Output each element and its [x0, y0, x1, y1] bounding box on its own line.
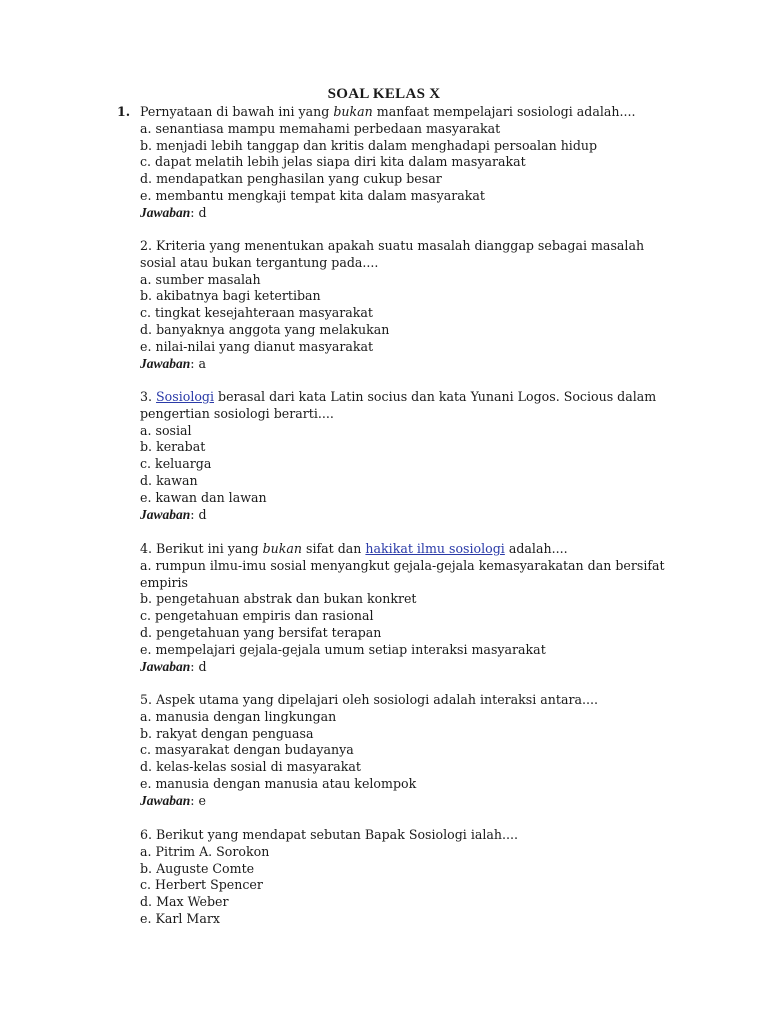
question-5 [140, 692, 670, 810]
hakikat-ilmu-sosiologi-link[interactable]: hakikat ilmu sosiologi [365, 541, 505, 556]
question-6 [140, 827, 670, 928]
q5-stem: 5. Aspek utama yang dipelajari oleh sosiologi adalah interaksi antara.... [140, 692, 599, 707]
q4-option-d: d. pengetahuan yang bersifat terapan [140, 624, 382, 640]
q2-answer [140, 356, 670, 373]
q3-answer-value: : d [190, 506, 207, 522]
q1-option-b: b. menjadi lebih tanggap dan kritis dalam menghadapi persoalan hidup [140, 137, 598, 153]
q4-stem [140, 541, 670, 558]
q2-option-b: b. akibatnya bagi ketertiban [140, 288, 321, 304]
question-4 [140, 541, 670, 675]
q3-option-d: d. kawan [140, 472, 198, 488]
q1-option-a: a. senantiasa mampu memahami perbedaan masyarakat [140, 120, 501, 136]
q1-answer-value: : d [190, 204, 207, 220]
q4-answer [140, 659, 670, 676]
q2-option-a: a. sumber masalah [140, 271, 261, 287]
q3-option-b: b. kerabat [140, 439, 206, 455]
q4-answer-value: : d [190, 658, 207, 674]
q4-option-e: e. mempelajari gejala-gejala umum setiap interaksi masyarakat [140, 641, 546, 657]
q2-answer-label: Jawaban [140, 355, 191, 371]
question-2 [140, 238, 670, 372]
q6-option-b: b. Auguste Comte [140, 860, 255, 876]
q3-option-a: a. sosial [140, 422, 192, 438]
q2-option-e: e. nilai-nilai yang dianut masyarakat [140, 338, 374, 354]
q1-stem-text: Pernyataan di bawah ini yang [140, 104, 334, 119]
q2-option-d: d. banyaknya anggota yang melakukan [140, 321, 390, 337]
q2-answer-value: : a [190, 355, 207, 371]
sosiologi-link[interactable]: Sosiologi [156, 389, 215, 404]
q6-option-e: e. Karl Marx [140, 910, 220, 926]
q1-answer [140, 205, 670, 222]
q3-answer [140, 507, 670, 524]
q6-option-a: a. Pitrim A. Sorokon [140, 843, 270, 859]
q3-option-c: c. keluarga [140, 456, 212, 472]
q5-answer-value: : e [190, 792, 206, 808]
q6-option-c: c. Herbert Spencer [140, 877, 263, 893]
question-1 [140, 104, 670, 222]
q3-answer-label: Jawaban [140, 506, 191, 522]
q5-option-b: b. rakyat dengan penguasa [140, 725, 314, 741]
question-3 [140, 389, 670, 523]
q5-option-e: e. manusia dengan manusia atau kelompok [140, 775, 417, 791]
q4-stem-text: 4. Berikut ini yang [140, 541, 263, 556]
q6-option-d: d. Max Weber [140, 894, 229, 910]
q4-answer-label: Jawaban [140, 658, 191, 674]
q5-answer-label: Jawaban [140, 792, 191, 808]
q3-option-e: e. kawan dan lawan [140, 489, 267, 505]
q5-option-d: d. kelas-kelas sosial di masyarakat [140, 759, 361, 775]
q1-option-d: d. mendapatkan penghasilan yang cukup besar [140, 171, 442, 187]
q1-stem-text-end: manfaat mempelajari sosiologi adalah.... [372, 104, 636, 119]
q1-number: 1. [117, 104, 131, 119]
q4-option-c: c. pengetahuan empiris dan rasional [140, 608, 374, 624]
q3-stem [140, 389, 670, 423]
q5-option-a: a. manusia dengan lingkungan [140, 708, 337, 724]
q4-option-a: a. rumpun ilmu-imu sosial menyangkut gejala-gejala kemasyarakatan dan bersifat empiris [140, 557, 665, 590]
q5-option-c: c. masyarakat dengan budayanya [140, 742, 354, 758]
q4-stem-text-mid: sifat dan [302, 541, 366, 556]
q1-stem [140, 104, 670, 121]
q4-stem-text-end: adalah.... [504, 541, 568, 556]
q1-answer-label: Jawaban [140, 204, 191, 220]
q4-option-b: b. pengetahuan abstrak dan bukan konkret [140, 591, 417, 607]
page-title: SOAL KELAS X [327, 86, 441, 102]
q5-answer [140, 793, 670, 810]
q3-stem-text: berasal dari kata Latin socius dan kata Yunani Logos. Socious dalam pengertian sosiologi berarti.... [140, 389, 657, 421]
q2-option-c: c. tingkat kesejahteraan masyarakat [140, 305, 373, 321]
q1-stem-emphasis: bukan [333, 104, 373, 119]
q4-stem-emphasis: bukan [262, 541, 302, 556]
q2-stem: 2. Kriteria yang menentukan apakah suatu masalah dianggap sebagai masalah sosial atau bukan tergantung pada.... [140, 238, 645, 270]
q3-stem-number: 3. [140, 389, 157, 404]
q6-stem: 6. Berikut yang mendapat sebutan Bapak Sosiologi ialah.... [140, 827, 519, 842]
q1-option-c: c. dapat melatih lebih jelas siapa diri kita dalam masyarakat [140, 154, 526, 170]
q1-option-e: e. membantu mengkaji tempat kita dalam masyarakat [140, 187, 485, 203]
